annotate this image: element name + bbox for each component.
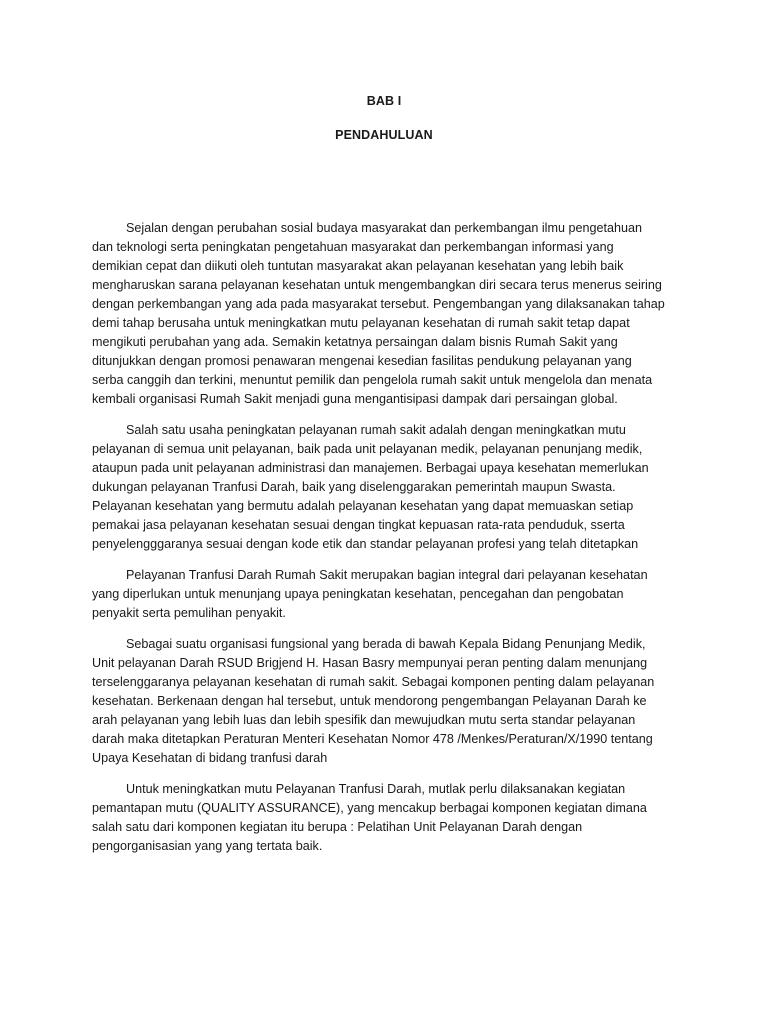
chapter-heading: BAB I bbox=[366, 94, 402, 108]
chapter-title: PENDAHULUAN bbox=[335, 128, 433, 142]
paragraph-5: Untuk meningkatkan mutu Pelayanan Tranfusi Darah, mutlak perlu dilaksanakan kegiatan pemantapan mutu (QUALITY ASSURANCE), yang mencakup berbagai komponen kegiatan dimana salah satu dari komponen kegiatan itu berupa : Pelatihan Unit Pelayanan Darah dengan pengorganisasian yang yang tertata baik. bbox=[92, 782, 647, 853]
paragraph-2: Salah satu usaha peningkatan pelayanan rumah sakit adalah dengan meningkatkan mutu pelayanan di semua unit pelayanan, baik pada unit pelayanan medik, pelayanan penunjang medik, ataupun pada unit pelayanan administrasi dan manajemen. Berbagai upaya kesehatan memerlukan dukungan pelayanan Tranfusi Darah, baik yang diselenggarakan pemerintah maupun Swasta. Pelayanan kesehatan yang bermutu adalah pelayanan kesehatan yang dapat memuaskan setiap pemakai jasa pelayanan kesehatan sesuai dengan tingkat kepuasan rata-rata penduduk, sserta penyelengggaranya sesuai dengan kode etik dan standar pelayanan profesi yang telah ditetapkan bbox=[92, 423, 649, 551]
paragraph-4: Sebagai suatu organisasi fungsional yang berada di bawah Kepala Bidang Penunjang Medik, Unit pelayanan Darah RSUD Brigjend H. Hasan Basry mempunyai peran penting dalam menunjang terselenggaranya pelayanan kesehatan di rumah sakit. Sebagai komponen penting dalam pelayanan kesehatan. Berkenaan dengan hal tersebut, untuk mendorong pengembangan Pelayanan Darah ke arah pelayanan yang lebih luas dan lebih spesifik dan mewujudkan mutu serta standar pelayanan darah maka ditetapkan Peraturan Menteri Kesehatan Nomor 478 /Menkes/Peraturan/X/1990 tentang Upaya Kesehatan di bidang tranfusi darah bbox=[92, 637, 655, 765]
paragraph-1: Sejalan dengan perubahan sosial budaya masyarakat dan perkembangan ilmu pengetahuan dan teknologi serta peningkatan pengetahuan masyarakat dan perkembangan informasi yang demikian cepat dan diikuti oleh tuntutan masyarakat akan pelayanan kesehatan yang lebih baik mengharuskan sarana pelayanan kesehatan untuk mengembangkan diri secara terus menerus seiring dengan perkembangan yang ada pada masyarakat tersebut. Pengembangan yang dilaksanakan tahap demi tahap berusaha untuk meningkatkan mutu pelayanan kesehatan di rumah sakit tetap dapat mengikuti perubahan yang ada. Semakin ketatnya persaingan dalam bisnis Rumah Sakit yang ditunjukkan dengan promosi penawaran mengenai kesedian fasilitas pendukung pelayanan yang serba canggih dan terkini, menuntut pemilik dan pengelola rumah sakit untuk mengelola dan menata kembali organisasi Rumah Sakit menjadi guna mengantisipasi dampak dari persaingan global. bbox=[92, 221, 665, 406]
paragraph-3: Pelayanan Tranfusi Darah Rumah Sakit merupakan bagian integral dari pelayanan kesehatan yang diperlukan untuk menunjang upaya peningkatan kesehatan, pencegahan dan pengobatan penyakit serta pemulihan penyakit. bbox=[92, 568, 648, 620]
document-body bbox=[92, 219, 666, 868]
